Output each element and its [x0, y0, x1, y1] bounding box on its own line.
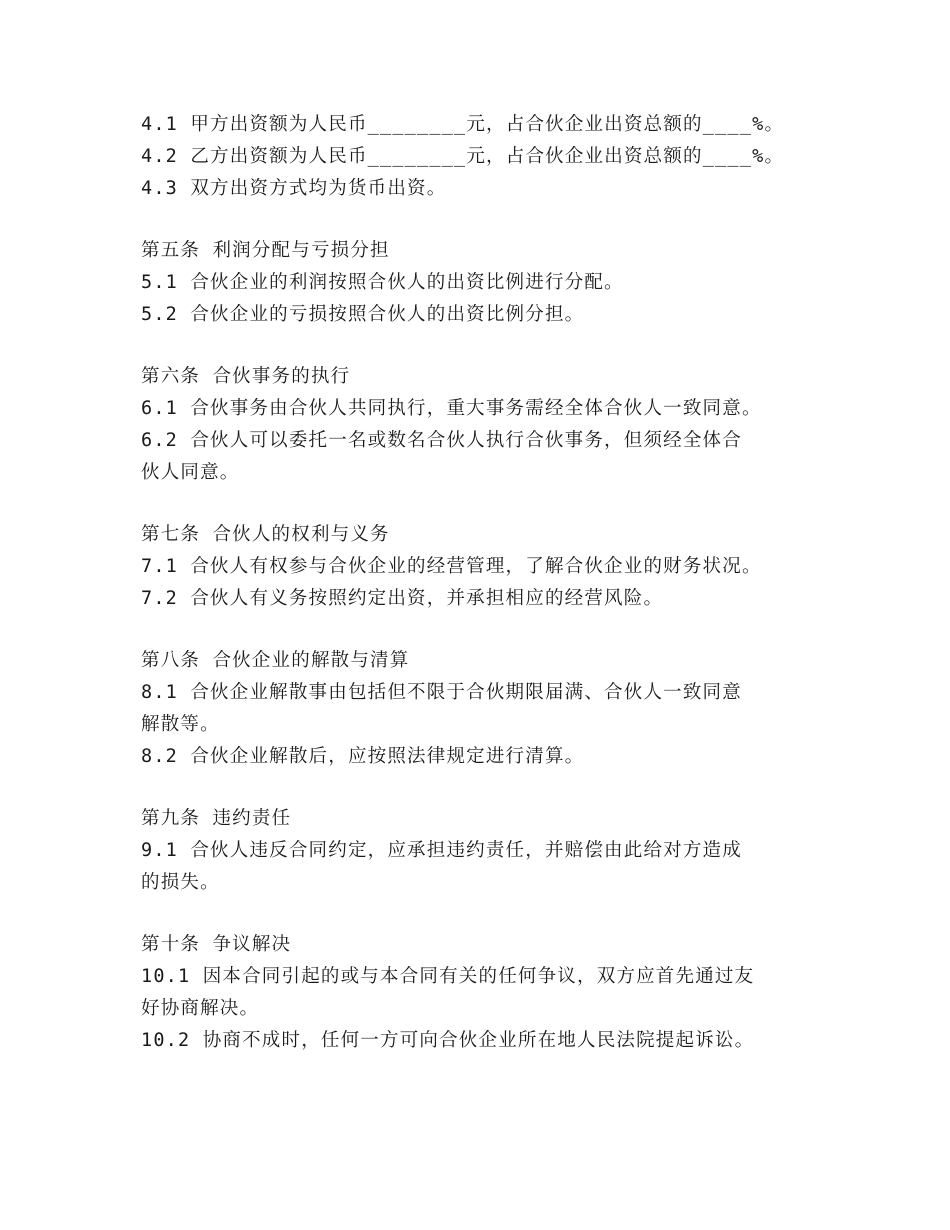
clause-8-1-continued: 解散等。 — [141, 714, 220, 735]
clause-9-1: 9.1 合伙人违反合同约定，应承担违约责任，并赔偿由此给对方造成 — [141, 840, 742, 861]
clause-10-1: 10.1 因本合同引起的或与本合同有关的任何争议，双方应首先通过友 — [141, 966, 755, 987]
article-8 — [141, 645, 841, 773]
clause-6-1: 6.1 合伙事务由合伙人共同执行，重大事务需经全体合伙人一致同意。 — [141, 398, 762, 419]
clause-6-2: 6.2 合伙人可以委托一名或数名合伙人执行合伙事务，但须经全体合 — [141, 430, 742, 451]
article-9 — [141, 803, 841, 899]
clause-10-1-continued: 好协商解决。 — [141, 998, 260, 1019]
clause-5-1: 5.1 合伙企业的利润按照合伙人的出资比例进行分配。 — [141, 272, 624, 293]
contract-document — [141, 109, 841, 1057]
article-5-heading: 第五条 利润分配与亏损分担 — [141, 240, 390, 261]
clause-4-1: 4.1 甲方出资额为人民币________元，占合伙企业出资总额的____%。 — [141, 114, 785, 135]
clause-4-2: 4.2 乙方出资额为人民币________元，占合伙企业出资总额的____%。 — [141, 146, 785, 167]
clause-4-3: 4.3 双方出资方式均为货币出资。 — [141, 178, 447, 199]
clause-5-2: 5.2 合伙企业的亏损按照合伙人的出资比例分担。 — [141, 304, 585, 325]
article-10-heading: 第十条 争议解决 — [141, 934, 292, 955]
clause-8-2: 8.2 合伙企业解散后，应按照法律规定进行清算。 — [141, 746, 585, 767]
clause-10-2: 10.2 协商不成时，任何一方可向合伙企业所在地人民法院提起诉讼。 — [141, 1030, 755, 1051]
article-6 — [141, 361, 841, 489]
article-8-heading: 第八条 合伙企业的解散与清算 — [141, 650, 410, 671]
article-10 — [141, 929, 841, 1057]
clause-7-2: 7.2 合伙人有义务按照约定出资，并承担相应的经营风险。 — [141, 588, 664, 609]
clause-9-1-continued: 的损失。 — [141, 872, 220, 893]
article-7-heading: 第七条 合伙人的权利与义务 — [141, 524, 390, 545]
article-9-heading: 第九条 违约责任 — [141, 808, 292, 829]
article-6-heading: 第六条 合伙事务的执行 — [141, 366, 351, 387]
clause-8-1: 8.1 合伙企业解散事由包括但不限于合伙期限届满、合伙人一致同意 — [141, 682, 742, 703]
article-7 — [141, 519, 841, 615]
article-5 — [141, 235, 841, 331]
clause-6-2-continued: 伙人同意。 — [141, 462, 240, 483]
article-4-clauses — [141, 109, 841, 205]
clause-7-1: 7.1 合伙人有权参与合伙企业的经营管理，了解合伙企业的财务状况。 — [141, 556, 762, 577]
